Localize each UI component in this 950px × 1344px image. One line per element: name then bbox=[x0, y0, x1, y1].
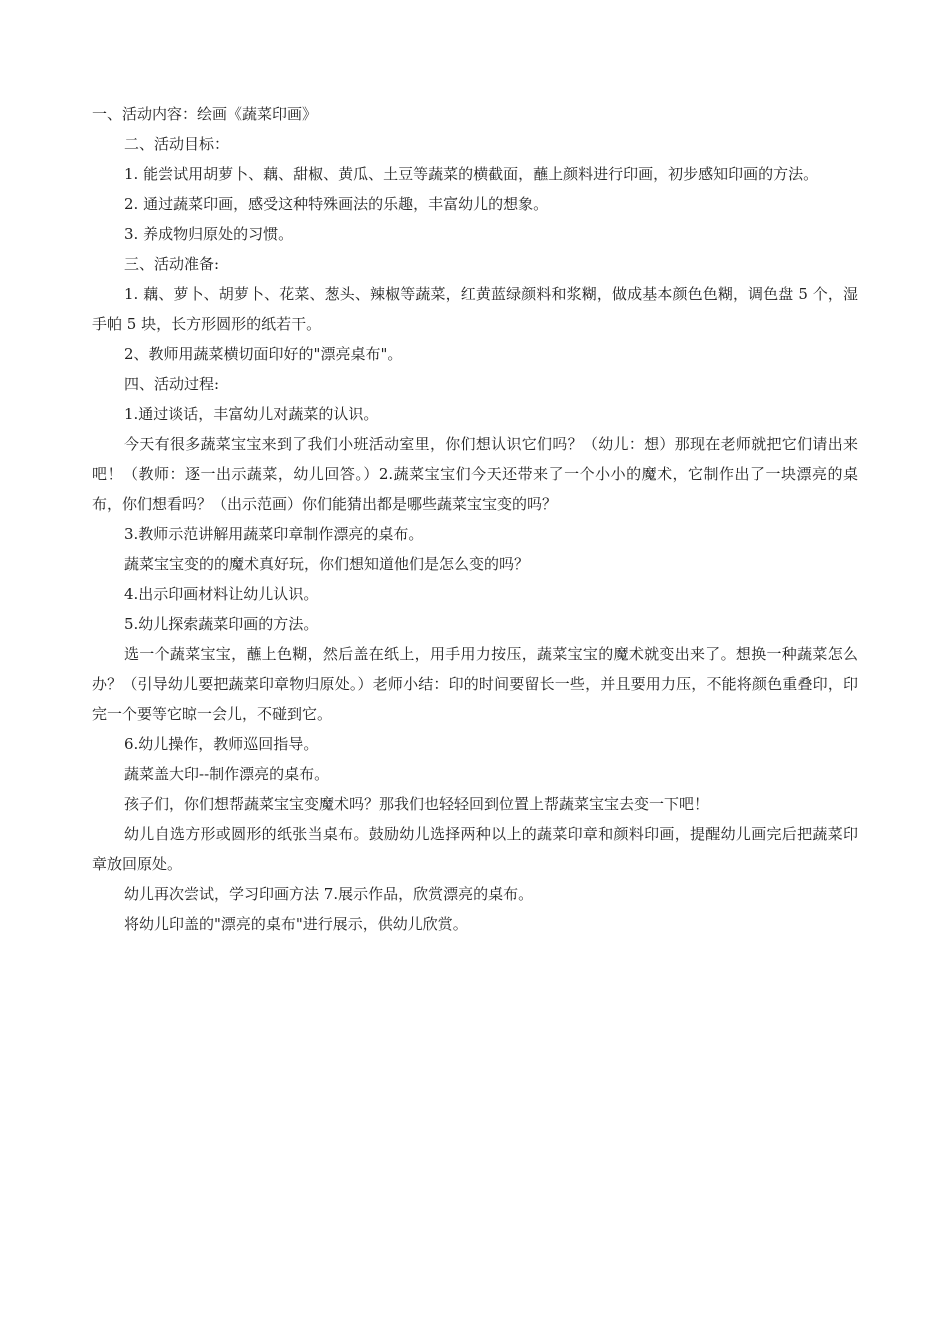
process-step-4: 4.出示印画材料让幼儿认识。 bbox=[124, 585, 319, 603]
goal-item-3: 3. 养成物归原处的习惯。 bbox=[124, 225, 294, 243]
goal-item-1: 1. 能尝试用胡萝卜、藕、甜椒、黄瓜、土豆等蔬菜的横截面，蘸上颜料进行印画，初步感知印画的方法。 bbox=[124, 165, 819, 183]
goals-heading: 二、活动目标： bbox=[124, 135, 230, 153]
process-step-1: 1.通过谈话，丰富幼儿对蔬菜的认识。 bbox=[124, 405, 379, 423]
goal-item-2: 2. 通过蔬菜印画，感受这种特殊画法的乐趣，丰富幼儿的想象。 bbox=[124, 195, 549, 213]
document-page bbox=[92, 99, 858, 939]
process-paragraph: 孩子们，你们想帮蔬菜宝宝变魔术吗？那我们也轻轻回到位置上帮蔬菜宝宝去变一下吧！ bbox=[124, 795, 710, 813]
activity-content-heading: 一、活动内容：绘画《蔬菜印画》 bbox=[92, 105, 318, 123]
preparation-item-1: 1. 藕、萝卜、胡萝卜、花菜、葱头、辣椒等蔬菜，红黄蓝绿颜料和浆糊，做成基本颜色色糊，调色盘 5 个，湿手帕 5 块，长方形圆形的纸若干。 bbox=[92, 285, 858, 333]
process-paragraph: 选一个蔬菜宝宝，蘸上色糊，然后盖在纸上，用手用力按压，蔬菜宝宝的魔术就变出来了。想换一种蔬菜怎么办？（引导幼儿要把蔬菜印章物归原处。）老师小结：印的时间要留长一些，并且要用力压，不能将颜色重叠印，印完一个要等它晾一会儿，不碰到它。 bbox=[92, 645, 858, 723]
process-heading: 四、活动过程: bbox=[124, 375, 220, 393]
process-paragraph: 蔬菜宝宝变的的魔术真好玩，你们想知道他们是怎么变的吗？ bbox=[124, 555, 530, 573]
process-paragraph: 今天有很多蔬菜宝宝来到了我们小班活动室里，你们想认识它们吗？（幼儿：想）那现在老师就把它们请出来吧！（教师：逐一出示蔬菜，幼儿回答。）2.蔬菜宝宝们今天还带来了一个小小的魔术，它制作出了一块漂亮的桌布，你们想看吗？（出示范画）你们能猜出都是哪些蔬菜宝宝变的吗？ bbox=[92, 435, 858, 513]
process-step-6: 6.幼儿操作，教师巡回指导。 bbox=[124, 735, 319, 753]
preparation-item-2: 2、教师用蔬菜横切面印好的"漂亮桌布"。 bbox=[124, 345, 403, 363]
process-paragraph: 将幼儿印盖的"漂亮的桌布"进行展示，供幼儿欣赏。 bbox=[124, 915, 468, 933]
process-paragraph: 幼儿自选方形或圆形的纸张当桌布。鼓励幼儿选择两种以上的蔬菜印章和颜料印画，提醒幼儿画完后把蔬菜印章放回原处。 bbox=[92, 825, 858, 873]
process-step-3: 3.教师示范讲解用蔬菜印章制作漂亮的桌布。 bbox=[124, 525, 424, 543]
preparation-heading: 三、活动准备: bbox=[124, 255, 220, 273]
process-paragraph: 幼儿再次尝试，学习印画方法 7.展示作品，欣赏漂亮的桌布。 bbox=[124, 885, 534, 903]
process-paragraph: 蔬菜盖大印--制作漂亮的桌布。 bbox=[124, 765, 330, 783]
process-step-5: 5.幼儿探索蔬菜印画的方法。 bbox=[124, 615, 319, 633]
